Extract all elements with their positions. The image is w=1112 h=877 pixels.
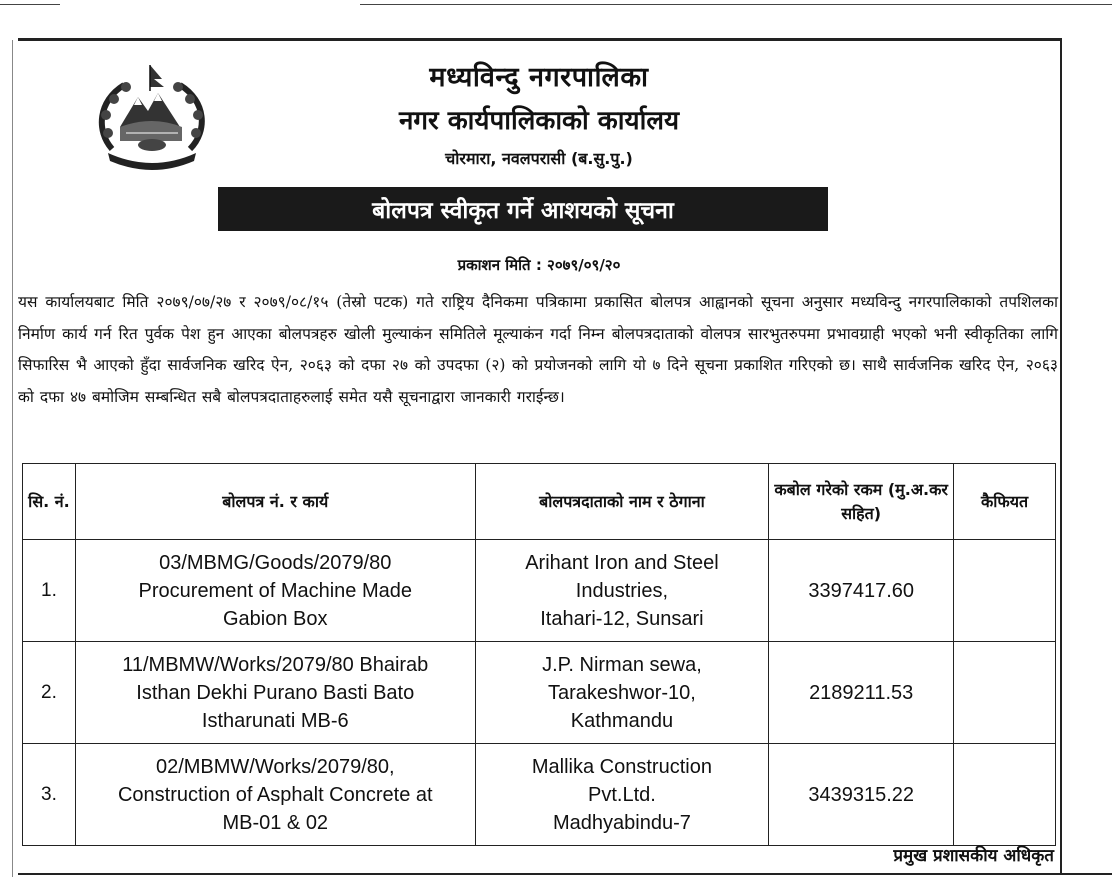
cell-bidder <box>475 540 769 642</box>
header-amount: कबोल गरेको रकम (मु.अ.कर सहित) <box>769 464 954 540</box>
cell-bidder-line: J.P. Nirman sewa, <box>542 653 702 676</box>
cell-sn: 1. <box>23 540 76 642</box>
header-work: बोलपत्र नं. र कार्य <box>75 464 475 540</box>
cell-sn: 3. <box>23 744 76 846</box>
cell-work <box>75 540 475 642</box>
cell-bidder <box>475 744 769 846</box>
top-divider-right <box>360 4 1112 5</box>
cell-remarks <box>954 540 1056 642</box>
table-row <box>23 642 1056 744</box>
publication-date-line <box>18 255 1060 275</box>
cell-sn: 2. <box>23 642 76 744</box>
cell-work <box>75 744 475 846</box>
tender-notice <box>18 38 1062 874</box>
cell-work-line: 02/MBMW/Works/2079/80, <box>155 755 395 778</box>
cell-work-line: 11/MBMW/Works/2079/80 Bhairab <box>122 653 429 676</box>
cell-remarks <box>954 744 1056 846</box>
cell-work-line: Istharunati MB-6 <box>201 709 349 732</box>
notice-body-paragraph: यस कार्यालयबाट मिति २०७९/०७/२७ र २०७९/०८/१५ (तेस्रो पटक) गते राष्ट्रिय दैनिकमा पत्रिकामा प्रकासित बोलपत्र आह्वानको सूचना अनुसार मध्यविन्दु नगरपालिकाको तपशिलका निर्माण कार्य गर्न रित पुर्वक पेश हुन आएका बोलपत्रहरु खोली मुल्याकंन समितिले मूल्याकंन गर्दा निम्न बोलपत्रदाताको वोलपत्र सारभुतरुपमा प्रभावग्राही भएको भनी स्वीकृतिका लागि सिफारिस भै आएको हुँदा सार्वजनिक खरिद ऐन, २०६३ को दफा २७ को उपदफा (२) को प्रयोजनको लागि यो ७ दिने सूचना प्रकाशित गरिएको छ। साथै सार्वजनिक खरिद ऐन, २०६३ को दफा ४७ बमोजिम सम्बन्धित सबै बोलपत्रदाताहरुलाई समेत यसै सूचनाद्वारा जानकारी गराईन्छ। <box>18 293 1058 406</box>
notice-title-banner <box>218 187 828 231</box>
cell-work-line: Construction of Asphalt Concrete at <box>117 783 433 806</box>
header-remarks: कैफियत <box>954 464 1056 540</box>
cell-bidder <box>475 642 769 744</box>
publication-date-separator: : <box>535 256 548 274</box>
cell-bidder-line: Industries, <box>575 579 669 602</box>
table-row <box>23 540 1056 642</box>
cell-work-line: Procurement of Machine Made <box>138 579 412 602</box>
publication-date-value: २०७९/०९/२० <box>547 256 621 274</box>
notice-title: बोलपत्र स्वीकृत गर्ने आशयको सूचना <box>372 198 674 224</box>
table-row <box>23 744 1056 846</box>
cell-work <box>75 642 475 744</box>
cell-amount: 2189211.53 <box>769 642 954 744</box>
cell-remarks <box>954 642 1056 744</box>
cell-bidder-line: Kathmandu <box>570 709 674 732</box>
cell-bidder-line: Tarakeshwor-10, <box>548 681 696 704</box>
cell-bidder-line: Pvt.Ltd. <box>588 783 656 806</box>
table-header-row <box>23 464 1056 540</box>
header-bidder: बोलपत्रदाताको नाम र ठेगाना <box>475 464 769 540</box>
top-strip <box>0 0 1112 14</box>
cell-bidder-line: Mallika Construction <box>531 755 712 778</box>
cell-bidder-line: Madhyabindu-7 <box>552 811 691 834</box>
cell-work-line: MB-01 & 02 <box>222 811 329 834</box>
cell-work-line: Gabion Box <box>223 607 328 630</box>
municipality-name: मध्यविन्दु नगरपालिका <box>429 62 649 93</box>
cell-amount: 3439315.22 <box>769 744 954 846</box>
cell-amount: 3397417.60 <box>769 540 954 642</box>
cell-work-line: Isthan Dekhi Purano Basti Bato <box>136 681 415 704</box>
tender-table <box>22 463 1056 846</box>
publication-date-label: प्रकाशन मिति <box>457 256 531 274</box>
header-sn: सि. नं. <box>23 464 76 540</box>
cell-work-line: 03/MBMG/Goods/2079/80 <box>159 551 392 574</box>
top-divider-left <box>0 4 60 5</box>
left-margin-rule <box>12 40 13 877</box>
office-address: चोरमारा, नवलपरासी (ब.सु.पु.) <box>445 149 633 168</box>
cell-bidder-line: Itahari-12, Sunsari <box>540 607 704 630</box>
office-name: नगर कार्यपालिकाको कार्यालय <box>398 106 680 136</box>
cell-bidder-line: Arihant Iron and Steel <box>525 551 719 574</box>
signatory-title: प्रमुख प्रशासकीय अधिकृत <box>893 846 1054 866</box>
bottom-divider <box>18 873 1112 875</box>
